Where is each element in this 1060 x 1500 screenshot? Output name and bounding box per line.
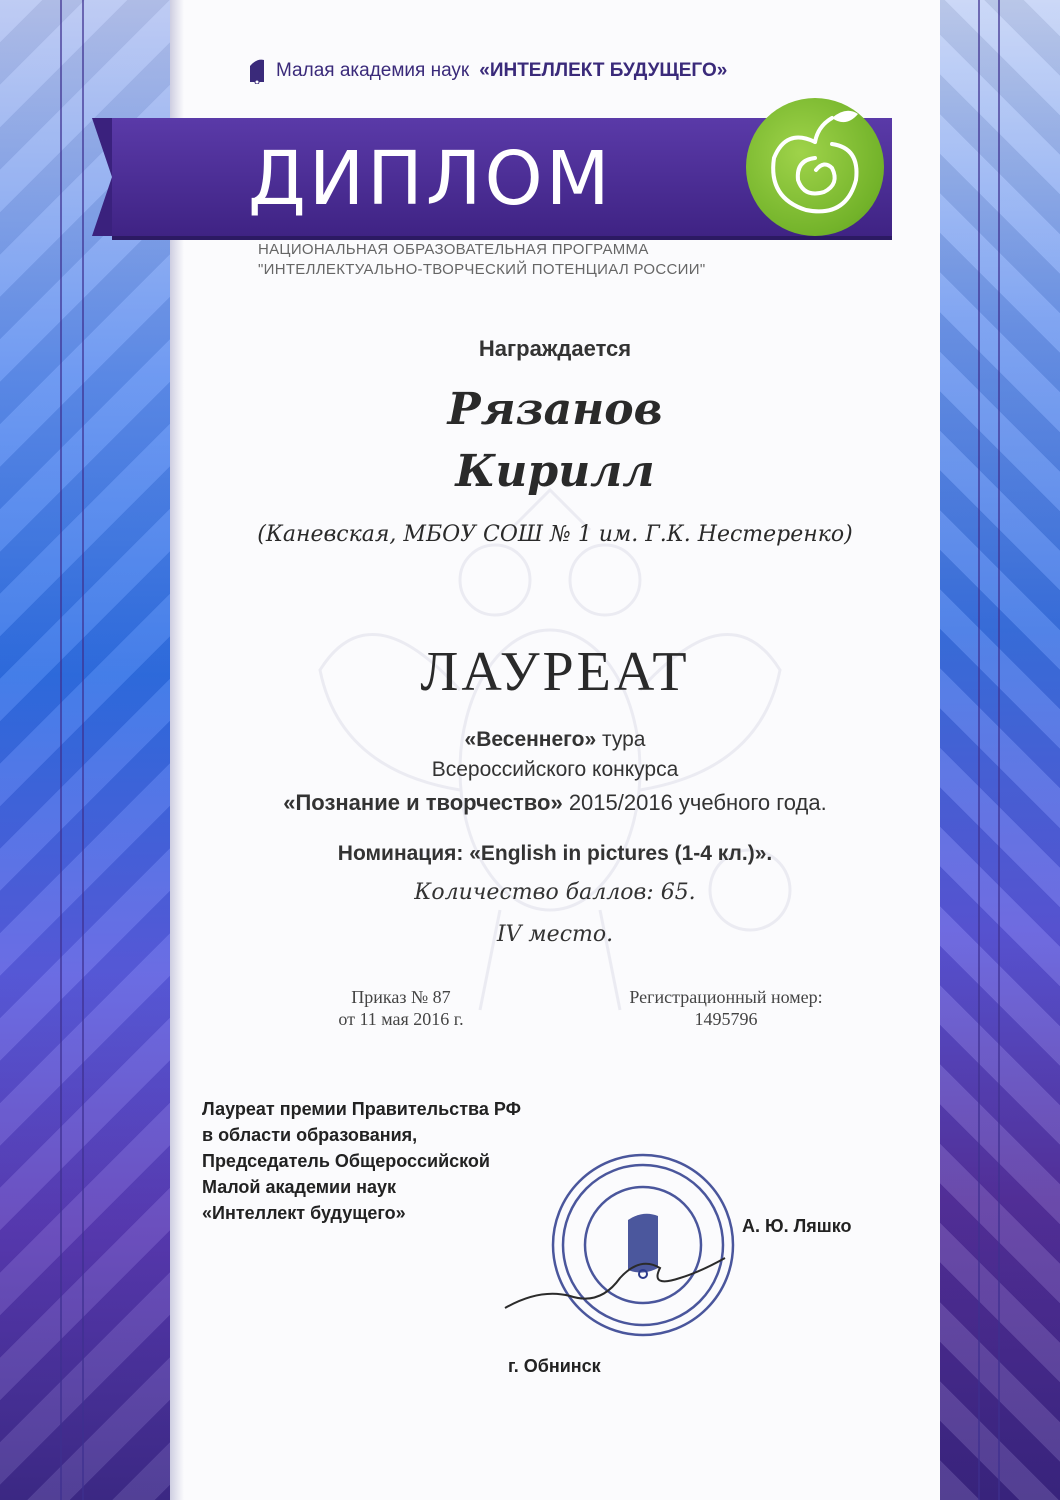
recipient-surname: Рязанов [447,384,663,435]
city: г. Обнинск [508,1356,601,1376]
right-decorative-frame [940,0,1060,1500]
contest-year: 2015/2016 учебного года. [568,790,827,815]
awarded-label: Награждается [478,336,632,361]
tour-name: «Весеннего» [464,728,597,751]
place: IV место. [496,922,614,947]
contest-name-line [170,790,940,816]
signer-name: А. Ю. Ляшко [742,1216,852,1236]
order-info [316,986,486,1030]
tour-word: тура [602,728,646,751]
frame-line [998,0,1000,1500]
signatory-line-5: «Интеллект будущего» [202,1203,406,1223]
order-date: от 11 мая 2016 г. [338,1009,464,1029]
ribbon-notch [92,118,112,236]
contest-line: Всероссийского конкурса [431,758,679,781]
signatory-title [202,1096,521,1226]
organization-header [248,58,727,84]
registration-number: 1495796 [694,1009,758,1029]
recipient-first-name: Кирилл [455,446,655,497]
academy-logo-icon [248,58,266,84]
program-line-2: "ИНТЕЛЛЕКТУАЛЬНО-ТВОРЧЕСКИЙ ПОТЕНЦИАЛ РОССИИ" [258,261,706,278]
frame-line [82,0,84,1500]
organization-name: «ИНТЕЛЛЕКТ БУДУЩЕГО» [479,60,728,81]
program-name [258,240,705,280]
frame-line [978,0,980,1500]
diploma-title: ДИПЛОМ [248,136,613,222]
tour-line [170,728,940,752]
award-status: ЛАУРЕАТ [420,641,690,703]
recipient-school: (Каневская, МБОУ СОШ № 1 им. Г.К. Нестеренко) [257,522,853,547]
signatory-line-2: в области образования, [202,1125,418,1145]
program-line-1: НАЦИОНАЛЬНАЯ ОБРАЗОВАТЕЛЬНАЯ ПРОГРАММА [258,241,649,258]
signatory-line-1: Лауреат премии Правительства РФ [202,1099,521,1119]
contest-name: «Познание и творчество» [283,790,563,815]
handwritten-signature-icon [500,1248,730,1318]
apple-logo-icon [746,98,884,236]
organization-prefix: Малая академия наук [276,60,470,81]
order-number: Приказ № 87 [351,987,451,1007]
nomination: Номинация: «English in pictures (1-4 кл.)». [337,842,773,865]
score: Количество баллов: 65. [414,880,696,905]
signatory-line-4: Малой академии наук [202,1177,397,1197]
registration-label: Регистрационный номер: [629,987,823,1007]
frame-line [60,0,62,1500]
signatory-line-3: Председатель Общероссийской [202,1151,490,1171]
registration-info [606,986,846,1030]
